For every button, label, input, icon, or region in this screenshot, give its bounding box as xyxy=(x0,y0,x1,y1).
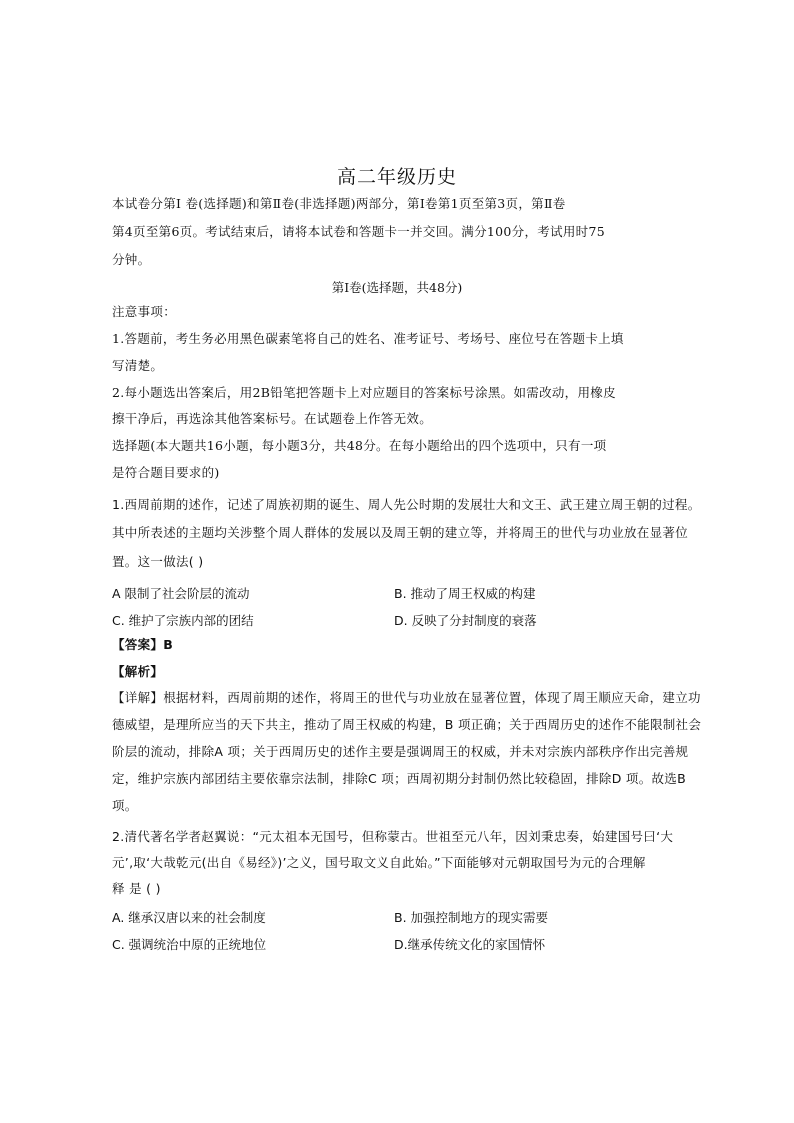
question-1-option-b: B. 推动了周王权威的构建 xyxy=(394,586,536,601)
question-1-stem: 置。这一做法( ) xyxy=(112,554,204,569)
notes-line: 2.每小题选出答案后，用2B铅笔把答题卡上对应题目的答案标号涂黑。如需改动，用橡皮 xyxy=(112,385,616,400)
question-1-option-d: D. 反映了分封制度的衰落 xyxy=(394,613,537,628)
question-2-stem: 元’,取‘大哉乾元(出自《易经》)’之义，国号取文义自此始。”下面能够对元朝取国号为元的合理解 xyxy=(112,855,646,870)
question-1-analysis-label: 【解析】 xyxy=(112,664,164,679)
question-2-option-c: C. 强调统治中原的正统地位 xyxy=(112,937,267,952)
notes-line: 擦干净后，再选涂其他答案标号。在试题卷上作答无效。 xyxy=(112,411,433,426)
question-1-detail: 【详解】根据材料，西周前期的述作，将周王的世代与功业放在显著位置，体现了周王顺应天命，建立功 xyxy=(112,690,701,705)
intro-line: 本试卷分第Ⅰ 卷(选择题)和第Ⅱ卷(非选择题)两部分，第Ⅰ卷第1页至第3页，第Ⅱ卷 xyxy=(112,196,566,211)
instructions-line: 选择题(本大题共16小题，每小题3分，共48分。在每小题给出的四个选项中，只有一项 xyxy=(112,438,607,453)
question-1-answer: 【答案】B xyxy=(112,637,174,652)
question-1-option-c: C. 维护了宗族内部的团结 xyxy=(112,613,254,628)
notes-line: 写清楚。 xyxy=(112,358,164,373)
question-1-detail: 定，维护宗族内部团结主要依靠宗法制，排除C 项；西周初期分封制仍然比较稳固，排除D 项。故选B xyxy=(112,771,686,786)
question-1-option-a: A 限制了社会阶层的流动 xyxy=(112,586,250,601)
question-1-detail: 项。 xyxy=(112,798,138,813)
question-1-detail: 德威望，是理所应当的天下共主，推动了周王权威的构建，B 项正确；关于西周历史的述作不能限制社会 xyxy=(112,717,702,732)
notes-line: 1.答题前，考生务必用黑色碳素笔将自己的姓名、准考证号、考场号、座位号在答题卡上填 xyxy=(112,331,624,346)
question-2-stem: 释 是 ( ) xyxy=(112,881,161,896)
intro-line: 分钟。 xyxy=(112,252,151,267)
question-2-stem: 2.清代著名学者赵翼说：“元太祖本无国号，但称蒙古。世祖至元八年，因刘秉忠奏，始建国号曰‘大 xyxy=(112,829,674,844)
section-heading: 第Ⅰ卷(选择题，共48分) xyxy=(331,280,463,295)
question-1-stem: 1.西周前期的述作，记述了周族初期的诞生、周人先公时期的发展壮大和文王、武王建立周王朝的过程。 xyxy=(112,497,701,512)
question-1-detail: 阶层的流动，排除A 项；关于西周历史的述作主要是强调周王的权威，并未对宗族内部秩序作出完善规 xyxy=(112,744,689,759)
question-2-option-a: A. 继承汉唐以来的社会制度 xyxy=(112,910,266,925)
instructions-line: 是符合题目要求的) xyxy=(112,465,220,480)
notes-heading: 注意事项： xyxy=(112,304,177,319)
question-1-stem: 其中所表述的主题均关涉整个周人群体的发展以及周王朝的建立等，并将周王的世代与功业放在显著位 xyxy=(112,525,689,540)
question-2-option-d: D.继承传统文化的家国情怀 xyxy=(394,937,546,952)
page-title: 高二年级历史 xyxy=(336,166,457,188)
question-2-option-b: B. 加强控制地方的现实需要 xyxy=(394,910,549,925)
intro-line: 第4页至第6页。考试结束后，请将本试卷和答题卡一并交回。满分100分，考试用时75 xyxy=(112,224,605,239)
